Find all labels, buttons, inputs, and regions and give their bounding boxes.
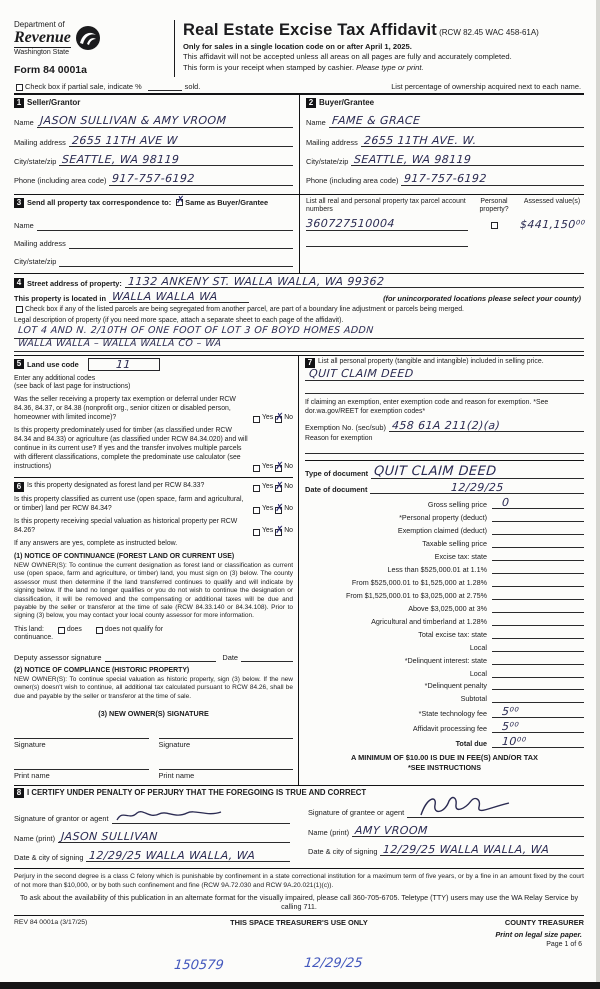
scan-edge-bottom (0, 982, 600, 989)
section6-block (14, 477, 293, 781)
historic-no-mark: ✗ (275, 524, 284, 536)
parcel-number-value: 360727510004 (305, 217, 396, 231)
historic-question-text: Is this property receiving special valuation as historical property per RCW 84.26? (14, 517, 238, 534)
owner-printname-label-2: Print name (158, 771, 195, 781)
historic-question (14, 518, 293, 536)
form-header (14, 20, 584, 77)
tax-line-label: Taxable selling price (422, 538, 487, 548)
buyer-name-label: Name (306, 118, 326, 128)
deputy-date-label: Date (222, 652, 238, 662)
partial-sold-label: sold. (184, 81, 201, 91)
seller-name-field[interactable] (37, 115, 293, 127)
certification-section (14, 786, 584, 870)
complete-note: If any answers are yes, complete as instructed below. (14, 539, 178, 547)
buyer-city-value: SEATTLE, WA 98119 (353, 152, 473, 166)
form-title: Real Estate Excise Tax Affidavit (183, 21, 438, 39)
parcel-numbers-header: List all real and personal property tax parcel account numbers (306, 197, 466, 213)
street-address-field[interactable] (125, 276, 584, 288)
partial-percent-field[interactable] (148, 82, 182, 91)
unincorporated-note: (for unincorporated locations please select your county) (383, 294, 582, 304)
perjury-statement: Perjury in the second degree is a class C felony which is punishable by confinement in a state correctional institution for a maximum term of five years, or by a fine in an amount fixed by the court of not more than $10,000, or by both such confinement and fine (RCW 9A.72.030 and RCW 9A.20.021(1)(c)). (14, 873, 584, 889)
notice1-title: (1) NOTICE OF CONTINUANCE (FOREST LAND OR CURRENT USE) (14, 553, 235, 561)
date-of-document-field[interactable] (370, 482, 584, 494)
does-not-checkbox[interactable] (96, 627, 103, 634)
deputy-row (14, 651, 293, 662)
tax-line (305, 602, 584, 612)
tax-line-label: Local (469, 642, 487, 652)
buyer-name-value: FAME & GRACE (331, 114, 421, 128)
section7-number: 7 (305, 358, 315, 368)
tax-line (305, 563, 584, 573)
tax-line-value-field[interactable] (492, 641, 584, 651)
does-checkbox[interactable] (58, 627, 65, 634)
date-of-document-value: 12/29/25 (450, 480, 504, 494)
tax-line-value-field[interactable] (492, 589, 584, 599)
same-as-buyer-checkbox[interactable] (176, 195, 185, 207)
seller-buyer-section (14, 95, 584, 195)
property-address-section (14, 274, 584, 356)
tax-line-label: Affidavit processing fee (412, 724, 487, 734)
deputy-signature-label: Deputy assessor signature (14, 652, 102, 662)
grantee-date-field[interactable] (380, 844, 584, 856)
alternate-format-note: To ask about the availability of this publication in an alternate format for the visually impaired, please call 360-705-6705. Teletype (TTY) users may use the WA Relay Service by calling 711. (19, 893, 579, 912)
tax-line (305, 667, 584, 677)
deputy-signature-field[interactable] (105, 651, 217, 662)
header-note-3 (183, 63, 584, 72)
deferral-question-text: Was the seller receiving a property tax exemption or deferral under RCW 84.36, 84.37, or 84.38 (nonprofit org., senior citizen or disabled person, homeowner with limited income)? (14, 395, 236, 421)
header-note-1: Only for sales in a single location code on or after April 1, 2025. (183, 41, 412, 51)
header-note-3-text: This form is your receipt when stamped by cashier. (183, 62, 354, 72)
header-note-3-em: Please type or print. (356, 62, 424, 72)
historic-yes-checkbox[interactable] (253, 529, 260, 536)
corr-city-label: City/state/zip (14, 257, 57, 267)
parcel-number-field[interactable] (306, 218, 468, 230)
buyer-city-label: City/state/zip (306, 157, 349, 166)
section8-number: 8 (14, 788, 24, 798)
tax-line-label: *State technology fee (418, 709, 487, 719)
tax-line-value-field[interactable] (492, 512, 584, 522)
tax-line-value: 10⁰⁰ (501, 734, 527, 748)
historic-no-label: No (284, 526, 293, 534)
tax-line-label: Local (469, 668, 487, 678)
same-as-buyer-label: Same as Buyer/Grantee (185, 198, 269, 207)
current-use-no-checkbox[interactable] (275, 502, 284, 514)
partial-sale-row (14, 79, 584, 95)
grantor-signature-block (14, 801, 290, 863)
deferral-yes-no (248, 396, 293, 423)
treasurer-space-label: THIS SPACE TREASURER'S USE ONLY (230, 918, 368, 928)
deferral-question (14, 396, 293, 423)
tax-line-label: Above $3,025,000 at 3% (408, 603, 487, 613)
section5-number: 5 (14, 359, 24, 369)
segregated-checkbox[interactable] (16, 306, 23, 313)
forest-no-mark: ✗ (275, 480, 284, 492)
grantor-date-value: 12/29/25 WALLA WALLA, WA (88, 848, 257, 862)
timber-question-text: Is this property predominately used for timber (as classified under RCW 84.34 and 84.33) or agriculture (as classified under RCW 84.34.020) and will continue in its current use? If yes and the transfer involves multiple parcels with different classifications, complete the predominate use calculator (see instructions) (14, 426, 248, 470)
owner-signature-field-2[interactable] (159, 729, 294, 739)
county-treasurer-label: COUNTY TREASURER (504, 918, 584, 928)
buyer-phone-value: 917-757-6192 (403, 172, 488, 186)
seller-city-field[interactable] (59, 154, 293, 166)
dept-brand: Revenue (14, 29, 71, 46)
tax-line (305, 524, 584, 534)
owner-signature-row (14, 729, 293, 749)
print-note: Print on legal size paper. (495, 929, 582, 939)
section2-number: 2 (306, 98, 316, 108)
seller-column (14, 95, 299, 194)
tax-line-value-field[interactable] (492, 537, 584, 547)
seller-phone-label: Phone (including area code) (14, 176, 107, 186)
form-title-rcw: (RCW 82.45 WAC 458-61A) (439, 28, 539, 37)
deferral-no-label: No (284, 414, 293, 422)
tax-line-value-field[interactable] (492, 550, 584, 560)
tax-line-label: Total due (455, 739, 487, 749)
grantee-signature-label: Signature of grantee or agent (308, 808, 405, 818)
legal-description-field-2[interactable] (14, 339, 584, 352)
grantor-name-field[interactable] (58, 831, 290, 843)
see-instructions-note: *SEE INSTRUCTIONS (407, 762, 482, 772)
assessed-value: $441,150⁰⁰ (519, 218, 586, 232)
section1-number: 1 (14, 98, 24, 108)
forest-question (14, 482, 293, 492)
seller-city-value: SEATTLE, WA 98119 (61, 152, 181, 166)
reason-for-exemption-field[interactable] (305, 444, 584, 454)
tax-line (305, 537, 584, 547)
deferral-no-mark: ✗ (275, 411, 284, 423)
forest-yes-label: Yes (261, 483, 274, 490)
historic-no-checkbox[interactable] (275, 524, 284, 536)
timber-question (14, 427, 293, 472)
tax-line (305, 497, 584, 509)
buyer-phone-label: Phone (including area code) (306, 176, 399, 186)
assessed-value-header: Assessed value(s) (523, 197, 581, 205)
deferral-yes-label: Yes (261, 414, 274, 422)
timber-yes-no (248, 427, 293, 472)
section3-number: 3 (14, 198, 24, 208)
seller-mailing-label: Mailing address (14, 137, 66, 147)
owner-signature-field-1[interactable] (14, 729, 149, 739)
notice2-title: (2) NOTICE OF COMPLIANCE (HISTORIC PROPERTY) (14, 667, 190, 675)
reason-for-exemption-label: Reason for exemption (305, 434, 373, 442)
timber-no-mark: ✗ (275, 460, 284, 472)
rev-number: REV 84 0001a (3/17/25) (14, 918, 88, 926)
tax-line-value-field[interactable] (492, 654, 584, 664)
partial-sale-checkbox[interactable] (16, 84, 23, 91)
grantor-date-field[interactable] (86, 850, 290, 862)
seller-mailing-value: 2655 11TH AVE W (71, 133, 179, 147)
buyer-phone-field[interactable] (401, 173, 584, 185)
corr-city-field[interactable] (59, 256, 293, 267)
this-land-label: This land: (14, 625, 44, 633)
tax-line-label: From $1,525,000.01 to $3,025,000 at 2.75% (345, 590, 487, 600)
correspondence-section (14, 195, 584, 274)
current-use-question-text: Is this property classified as current use (open space, farm and agricultural, or timber) land per RCW 84.34? (14, 495, 244, 512)
exemption-no-value: 458 61A 211(2)(a) (391, 418, 501, 432)
tax-line-value-field[interactable] (492, 628, 584, 638)
parcel-number-field-2[interactable] (306, 235, 468, 247)
tax-line-value: 5⁰⁰ (501, 705, 520, 719)
buyer-title: Buyer/Grantee (319, 98, 375, 108)
tax-line-value-field[interactable] (492, 576, 584, 586)
tax-line-label: Subtotal (460, 694, 487, 704)
personal-property-header: Personal property? (479, 197, 509, 213)
scan-edge-right (596, 0, 600, 989)
type-of-document-label: Type of document (305, 469, 369, 479)
personal-property-list-label: List all personal property (tangible and intangible) included in selling price. (318, 357, 544, 365)
grantee-name-label: Name (print) (308, 827, 350, 837)
treasurer-stamp-number: 150579 (173, 957, 225, 973)
rev-row (14, 915, 584, 927)
does-not-label: does not qualify for (104, 625, 164, 633)
located-in-label: This property is located in (14, 294, 106, 304)
grantee-signature-scribble (417, 793, 513, 819)
tax-line (305, 706, 584, 718)
tax-line (305, 693, 584, 703)
header-note-2: This affidavit will not be accepted unless all areas on all pages are fully and accurately completed. (183, 52, 512, 62)
notice2-text: NEW OWNER(S): To continue special valuation as historic property, sign (3) below. If the new owner(s) doesn't wish to continue, all additional tax calculated pursuant to RCW 84.26, shall be due and payable by the seller or transferor at the time of sale. (14, 675, 293, 700)
land-use-code-field[interactable] (88, 358, 160, 371)
grantee-name-value: AMY VROOM (354, 823, 429, 837)
additional-codes-label: Enter any additional codes (14, 374, 96, 382)
buyer-city-field[interactable] (351, 154, 584, 166)
forest-no-label: No (284, 483, 293, 490)
street-address-label: Street address of property: (27, 278, 122, 288)
tax-line (305, 654, 584, 664)
tax-line (305, 589, 584, 599)
seller-name-label: Name (14, 118, 34, 128)
use-and-tax-section (14, 356, 584, 786)
tax-line-value-field[interactable] (492, 602, 584, 612)
grantee-signature-field[interactable] (407, 807, 584, 818)
corr-name-field[interactable] (37, 220, 293, 231)
current-use-yes-label: Yes (261, 504, 274, 512)
treasurer-stamp-date: 12/29/25 (303, 955, 364, 971)
tax-line-value-field[interactable] (492, 615, 584, 625)
personal-property-list-field[interactable] (305, 368, 584, 381)
tax-line-value: 0 (501, 495, 510, 509)
tax-line-label: Excise tax: state (434, 551, 487, 561)
tax-line-value-field[interactable] (492, 736, 584, 748)
seller-phone-field[interactable] (109, 173, 293, 185)
grantee-name-field[interactable] (352, 825, 584, 837)
additional-codes-note: (see back of last page for instructions) (14, 383, 131, 391)
forest-question-text: Is this property designated as forest land per RCW 84.33? (27, 481, 205, 489)
tax-line-value-field[interactable] (492, 706, 584, 718)
assessed-value-field[interactable] (520, 219, 584, 230)
section6-number: 6 (14, 482, 24, 492)
grantor-date-label: Date & city of signing (14, 853, 84, 862)
header-divider (174, 20, 175, 77)
tax-line (305, 628, 584, 638)
exemption-no-label: Exemption No. (sec/sub) (305, 422, 386, 432)
personal-property-list-value: QUIT CLAIM DEED (308, 366, 415, 380)
current-use-question (14, 496, 293, 514)
tax-line-label: *Delinquent interest: state (404, 655, 487, 665)
owner-printname-field-1[interactable] (14, 760, 149, 770)
tax-line-label: From $525,000.01 to $1,525,000 at 1.28% (351, 577, 487, 587)
tax-line (305, 576, 584, 586)
notice1-text: NEW OWNER(S): To continue the current designation as forest land or classification as current use (open space, farm and agriculture, or timber) land, you must sign on (3) below. The county assessor must then determine if the land transferred continues to qualify and will indicate by signing below. If the land no longer qualifies or you do not wish to continue the designation or classification, it will be removed and the compensating or additional taxes will be due and payable by the seller or transferor at the time of sale (RCW 84.33.140 or 84.34.108). Prior to signing (3) below, you may contact your local county assessor for more information. (14, 561, 293, 620)
land-use-column (14, 356, 299, 785)
street-address-value: 1132 ANKENY ST. WALLA WALLA, WA 99362 (127, 274, 385, 288)
tax-line-label: *Delinquent penalty (424, 681, 487, 691)
timber-no-label: No (284, 463, 293, 470)
new-owners-signature-title: (3) NEW OWNER(S) SIGNATURE (98, 709, 209, 718)
corr-mailing-field[interactable] (69, 238, 293, 249)
tax-line-value-field[interactable] (492, 667, 584, 677)
tax-line-label: Gross selling price (427, 499, 487, 509)
tax-line (305, 550, 584, 560)
legal-description-line1: LOT 4 AND N. 2/10TH OF ONE FOOT OF LOT 3 OF BOYD HOMES ADDN (17, 324, 375, 336)
type-of-document-field[interactable] (371, 465, 584, 479)
tax-line-value-field[interactable] (492, 680, 584, 690)
personal-property-list-field-2[interactable] (305, 381, 584, 394)
personal-property-checkbox[interactable] (491, 222, 498, 229)
tax-line (305, 680, 584, 690)
tax-line (305, 736, 584, 748)
owner-signature-label-2: Signature (158, 740, 191, 749)
tax-line (305, 641, 584, 651)
treasurer-stamp-area (14, 928, 584, 989)
seller-city-label: City/state/zip (14, 157, 57, 166)
legal-description-field-1[interactable] (14, 326, 584, 339)
page-number: Page 1 of 6 (546, 940, 582, 948)
tax-line (305, 615, 584, 625)
tax-column (299, 356, 584, 785)
owner-printname-field-2[interactable] (159, 760, 294, 770)
grantor-signature-scribble (115, 807, 288, 823)
tax-line (305, 512, 584, 522)
corr-mailing-label: Mailing address (14, 239, 66, 249)
section4-number: 4 (14, 278, 24, 288)
owner-signature-label-1: Signature (14, 740, 46, 749)
grantor-name-label: Name (print) (14, 833, 56, 843)
buyer-mailing-value: 2655 11TH AVE. W. (363, 133, 477, 147)
tax-line-label: Exemption claimed (deduct) (397, 525, 487, 535)
tax-line-value-field[interactable] (492, 721, 584, 733)
current-use-yes-checkbox[interactable] (253, 507, 260, 514)
legal-description-line2: WALLA WALLA – WALLA WALLA CO – WA (17, 337, 222, 349)
tax-line-value-field[interactable] (492, 497, 584, 509)
seller-mailing-field[interactable] (69, 135, 293, 147)
forest-yes-checkbox[interactable] (253, 485, 260, 492)
timber-yes-checkbox[interactable] (253, 465, 260, 472)
buyer-column (299, 95, 584, 194)
segregated-text: Check box if any of the listed parcels are being segregated from another parcel, are part of a boundary line adjustment or parcels being merged. (25, 306, 464, 314)
land-use-code-label: Land use code (27, 359, 79, 369)
timber-no-checkbox[interactable] (275, 460, 284, 472)
owner-printname-label-1: Print name (14, 771, 50, 781)
corr-name-label: Name (14, 221, 34, 231)
buyer-mailing-field[interactable] (361, 135, 584, 147)
tax-line (305, 721, 584, 733)
type-of-document-block (305, 460, 584, 494)
located-in-value: WALLA WALLA WA (111, 290, 219, 303)
buyer-mailing-label: Mailing address (306, 137, 358, 147)
ownership-note: List percentage of ownership acquired next to each name. (391, 81, 581, 91)
type-of-document-value: QUIT CLAIM DEED (373, 463, 498, 479)
tax-line-label: Less than $525,000.01 at 1.1% (387, 564, 487, 574)
timber-yes-label: Yes (261, 463, 274, 470)
legal-description-label: Legal description of property (if you need more space, attach a separate sheet to each page of the affidavit). (14, 317, 344, 324)
grantee-date-value: 12/29/25 WALLA WALLA, WA (382, 842, 551, 856)
tax-line-label: Agricultural and timberland at 1.28% (371, 616, 487, 626)
seller-title: Seller/Grantor (27, 98, 81, 108)
form-number: Form 84 0001a (14, 63, 87, 76)
dept-sub: Washington State (14, 49, 69, 56)
historic-yes-label: Yes (261, 526, 274, 534)
current-use-no-mark: ✗ (275, 502, 284, 514)
grantor-signature-label: Signature of grantor or agent (14, 814, 109, 824)
land-use-code-value: 11 (115, 357, 132, 371)
exemption-no-field[interactable] (389, 420, 584, 432)
deferral-yes-checkbox[interactable] (253, 416, 260, 423)
tax-line-label: *Personal property (deduct) (399, 512, 487, 522)
tax-line-value: 5⁰⁰ (501, 720, 520, 733)
grantor-signature-field[interactable] (112, 807, 291, 824)
deputy-date-field[interactable] (241, 651, 293, 662)
send-correspondence-label: Send all property tax correspondence to: (27, 198, 172, 207)
deferral-no-checkbox[interactable] (275, 411, 284, 423)
tax-line-value-field[interactable] (492, 563, 584, 573)
seller-phone-value: 917-757-6192 (111, 172, 196, 186)
grantor-name-value: JASON SULLIVAN (60, 829, 159, 843)
certify-statement: I CERTIFY UNDER PENALTY OF PERJURY THAT THE FOREGOING IS TRUE AND CORRECT (27, 787, 367, 797)
tax-line-value-field[interactable] (492, 524, 584, 534)
partial-sale-label: Check box if partial sale, indicate % (25, 81, 142, 91)
buyer-name-field[interactable] (329, 115, 584, 127)
dor-logo-block (14, 20, 166, 58)
grantee-date-label: Date & city of signing (308, 847, 378, 856)
grantee-signature-block (308, 801, 584, 863)
forest-no-checkbox[interactable] (275, 480, 284, 492)
continuance-label: continuance. (14, 634, 54, 642)
exemption-note: If claiming an exemption, enter exemption code and reason for exemption. *See dor.wa.gov/REET for exemption codes* (305, 398, 549, 415)
current-use-no-label: No (284, 504, 293, 512)
tax-line-label: Total excise tax: state (418, 629, 487, 639)
minimum-due-note: A MINIMUM OF $10.00 IS DUE IN FEE(S) AND/OR TAX (351, 753, 538, 763)
dor-logo-icon (75, 25, 101, 53)
date-of-document-label: Date of document (305, 484, 368, 494)
continuance-row (14, 626, 293, 635)
does-label: does (66, 625, 82, 633)
same-as-buyer-checkmark: ✗ (176, 195, 185, 207)
located-in-field[interactable] (109, 291, 249, 303)
owner-printname-row (14, 760, 293, 780)
tax-line-value-field[interactable] (492, 693, 584, 703)
dept-line: Department of (14, 20, 65, 29)
seller-name-value: JASON SULLIVAN & AMY VROOM (39, 114, 227, 128)
